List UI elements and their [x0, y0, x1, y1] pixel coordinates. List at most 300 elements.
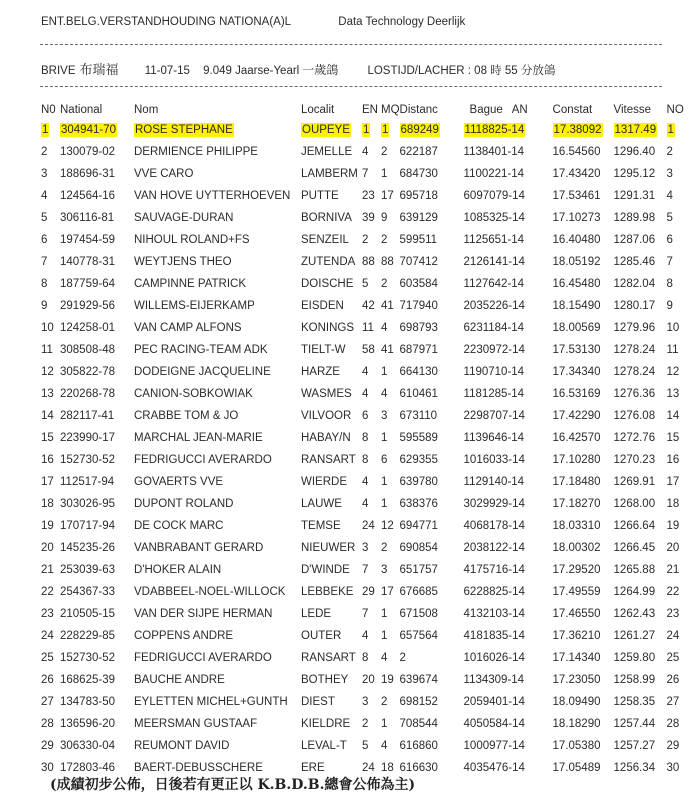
cell-localit-value: BORNIVA [301, 212, 352, 224]
cell-no [38, 493, 60, 515]
cell-localit [301, 185, 362, 207]
cell-bague-value: 4068178-14 [463, 520, 525, 532]
table-row [38, 229, 687, 251]
cell-national [60, 647, 134, 669]
header-row [38, 100, 687, 119]
cell-constat [553, 625, 614, 647]
cell-vitesse [614, 207, 667, 229]
cell-bague-value: 1016033-14 [463, 454, 525, 466]
cell-mq [381, 405, 400, 427]
cell-nom-value: SAUVAGE-DURAN [134, 212, 234, 224]
cell-national [60, 515, 134, 537]
cell-nom-value: WILLEMS-EIJERKAMP [134, 300, 255, 312]
cell-en [362, 273, 381, 295]
cell-vitesse-value: 1276.36 [613, 388, 656, 400]
cell-distanc [400, 119, 464, 141]
cell-bague [464, 691, 553, 713]
cell-nom-value: VVE CARO [134, 168, 194, 180]
cell-no-value: 14 [41, 410, 54, 422]
cell-en-value: 5 [362, 740, 369, 752]
cell-national [60, 361, 134, 383]
cell-nom-value: DERMIENCE PHILIPPE [134, 146, 258, 158]
cell-constat-value: 18.15490 [552, 300, 601, 312]
cell-mq [381, 339, 400, 361]
cell-no [38, 251, 60, 273]
cell-en [362, 185, 381, 207]
cell-localit [301, 669, 362, 691]
cell-no-right [667, 229, 687, 251]
cell-nom [134, 229, 301, 251]
cell-localit-value: SENZEIL [301, 234, 349, 246]
cell-en-value: 24 [362, 762, 375, 774]
cell-nom-value: BAERT-DEBUSSCHERE [134, 762, 263, 774]
cell-distanc-value: 698793 [399, 322, 438, 334]
cell-national-value: 304941-70 [61, 124, 116, 136]
cell-no-right-value: 13 [666, 388, 680, 400]
cell-localit [301, 537, 362, 559]
cell-mq-value: 2 [381, 696, 388, 708]
cell-no-right [667, 757, 687, 779]
cell-no-right-value: 9 [666, 300, 673, 312]
cell-nom [134, 141, 301, 163]
cell-no [38, 383, 60, 405]
cell-mq-value: 18 [381, 762, 394, 774]
cell-bague-value: 1016026-14 [463, 652, 525, 664]
cell-en-value: 20 [362, 674, 375, 686]
cell-constat-value: 18.18290 [552, 718, 601, 730]
cell-no-right [667, 427, 687, 449]
cell-en-value: 7 [362, 564, 369, 576]
cell-bague-value: 1100221-14 [463, 168, 525, 180]
cell-distanc-value: 610461 [399, 388, 438, 400]
cell-no-value: 19 [41, 520, 54, 532]
cell-bague [464, 361, 553, 383]
cell-bague [464, 163, 553, 185]
cell-bague [464, 141, 553, 163]
cell-constat-value: 17.14340 [552, 652, 601, 664]
cell-bague-value: 1181285-14 [463, 388, 525, 400]
cell-en [362, 119, 381, 141]
cell-distanc-value: 717940 [399, 300, 438, 312]
cell-no [38, 273, 60, 295]
cell-bague-value: 4050584-14 [463, 718, 525, 730]
cell-national-value: 228229-85 [60, 630, 115, 642]
cell-localit-value: DOISCHE [301, 278, 354, 290]
cell-constat-value: 18.00302 [552, 542, 601, 554]
cell-bague [464, 119, 553, 141]
cell-no-right [667, 295, 687, 317]
table-row [38, 405, 687, 427]
cell-en [362, 713, 381, 735]
cell-vitesse [614, 493, 667, 515]
cell-nom-value: REUMONT DAVID [134, 740, 230, 752]
cell-constat-value: 17.49559 [552, 586, 601, 598]
cell-national-value: 197454-59 [60, 234, 115, 246]
cell-mq [381, 185, 400, 207]
cell-no-right [667, 317, 687, 339]
cell-vitesse-value: 1268.00 [613, 498, 656, 510]
cell-distanc [400, 713, 464, 735]
cell-constat [553, 493, 614, 515]
cell-bague-value: 1127642-14 [463, 278, 525, 290]
cell-localit-value: OUTER [301, 630, 342, 642]
cell-mq [381, 581, 400, 603]
cell-localit [301, 141, 362, 163]
cell-mq-value: 1 [381, 630, 388, 642]
cell-distanc-value: 687971 [399, 344, 438, 356]
cell-distanc [400, 515, 464, 537]
cell-national [60, 185, 134, 207]
cell-constat-value: 17.29520 [552, 564, 601, 576]
cell-localit [301, 361, 362, 383]
cell-en [362, 669, 381, 691]
cell-bague [464, 185, 553, 207]
cell-no-right-value: 6 [666, 234, 673, 246]
cell-localit [301, 273, 362, 295]
race-category-cn: 一歲鴿 [302, 63, 339, 77]
cell-localit-value: HABAY/N [301, 432, 351, 444]
cell-no-right [667, 207, 687, 229]
cell-distanc-value: 622187 [399, 146, 438, 158]
cell-nom-value: MARCHAL JEAN-MARIE [134, 432, 263, 444]
cell-bague [464, 251, 553, 273]
cell-localit-value: DIEST [301, 696, 335, 708]
cell-constat [553, 471, 614, 493]
cell-en [362, 229, 381, 251]
cell-no-right-value: 24 [666, 630, 680, 642]
cell-no [38, 537, 60, 559]
cell-nom-value: FEDRIGUCCI AVERARDO [134, 652, 272, 664]
cell-vitesse-value: 1258.99 [613, 674, 656, 686]
cell-mq-value: 4 [381, 322, 388, 334]
software-name: Data Technology Deerlijk [338, 16, 466, 28]
cell-constat-value: 17.10280 [552, 454, 601, 466]
cell-nom-value: CANION-SOBKOWIAK [134, 388, 253, 400]
cell-no-value: 26 [41, 674, 54, 686]
race-count-category: 9.049 Jaarse-Yearl [203, 65, 300, 77]
cell-vitesse-value: 1279.96 [613, 322, 656, 334]
cell-no-right-value: 5 [666, 212, 673, 224]
cell-en [362, 361, 381, 383]
cell-nom-value: DUPONT ROLAND [134, 498, 234, 510]
cell-localit [301, 471, 362, 493]
cell-national [60, 471, 134, 493]
cell-vitesse [614, 119, 667, 141]
cell-nom-value: DODEIGNE JACQUELINE [134, 366, 271, 378]
cell-mq [381, 515, 400, 537]
table-row [38, 339, 687, 361]
cell-distanc [400, 339, 464, 361]
cell-no-value: 23 [41, 608, 54, 620]
cell-no-right [667, 603, 687, 625]
table-row [38, 735, 687, 757]
cell-constat-value: 16.40480 [552, 234, 601, 246]
cell-localit-value: D'WINDE [301, 564, 350, 576]
cell-bague-value: 1000977-14 [463, 740, 525, 752]
race-name: BRIVE [41, 65, 76, 77]
cell-distanc [400, 471, 464, 493]
cell-no [38, 405, 60, 427]
cell-distanc-value: 616630 [399, 762, 438, 774]
cell-no-value: 6 [41, 234, 48, 246]
cell-nom [134, 185, 301, 207]
cell-nom [134, 383, 301, 405]
cell-no-value: 9 [41, 300, 48, 312]
cell-constat [553, 361, 614, 383]
cell-en [362, 625, 381, 647]
cell-mq [381, 163, 400, 185]
cell-bague [464, 405, 553, 427]
cell-constat-value: 16.54560 [552, 146, 601, 158]
cell-nom [134, 691, 301, 713]
cell-nom-value: EYLETTEN MICHEL+GUNTH [134, 696, 288, 708]
cell-nom [134, 295, 301, 317]
cell-vitesse [614, 515, 667, 537]
cell-national-value: 140778-31 [60, 256, 115, 268]
cell-distanc [400, 295, 464, 317]
cell-mq-value: 41 [381, 300, 394, 312]
cell-localit [301, 581, 362, 603]
table-row [38, 691, 687, 713]
cell-no-value: 12 [41, 366, 54, 378]
cell-nom-value: ROSE STEPHANE [135, 124, 233, 136]
cell-vitesse [614, 141, 667, 163]
cell-no-right-value: 26 [666, 674, 680, 686]
cell-mq-value: 1 [382, 124, 389, 136]
cell-constat [553, 405, 614, 427]
cell-bague-value: 2038122-14 [463, 542, 525, 554]
cell-en-value: 29 [362, 586, 375, 598]
cell-no [38, 603, 60, 625]
cell-constat-value: 18.05192 [552, 256, 601, 268]
table-row [38, 625, 687, 647]
cell-en-value: 5 [362, 278, 369, 290]
cell-constat [553, 735, 614, 757]
cell-national-value: 291929-56 [60, 300, 115, 312]
cell-en-value: 8 [362, 454, 369, 466]
cell-national [60, 273, 134, 295]
cell-localit [301, 515, 362, 537]
cell-nom-value: DE COCK MARC [134, 520, 224, 532]
cell-constat [553, 119, 614, 141]
cell-mq-value: 4 [381, 652, 388, 664]
cell-localit [301, 163, 362, 185]
cell-no-right [667, 339, 687, 361]
cell-no [38, 449, 60, 471]
cell-localit [301, 493, 362, 515]
cell-mq [381, 691, 400, 713]
cell-no-right [667, 383, 687, 405]
cell-vitesse [614, 185, 667, 207]
cell-mq [381, 427, 400, 449]
cell-localit-value: TIELT-W [301, 344, 346, 356]
cell-no [38, 735, 60, 757]
cell-mq-value: 3 [381, 564, 388, 576]
cell-bague [464, 339, 553, 361]
cell-no [38, 647, 60, 669]
cell-no-right-value: 7 [666, 256, 673, 268]
cell-bague [464, 515, 553, 537]
cell-national [60, 625, 134, 647]
cell-bague [464, 559, 553, 581]
cell-nom [134, 317, 301, 339]
cell-constat [553, 757, 614, 779]
cell-en-value: 3 [362, 542, 369, 554]
cell-bague-value: 4181835-14 [463, 630, 525, 642]
cell-localit [301, 207, 362, 229]
cell-no-right [667, 625, 687, 647]
cell-nom [134, 581, 301, 603]
cell-bague [464, 493, 553, 515]
cell-mq-value: 17 [381, 586, 394, 598]
cell-mq-value: 1 [381, 718, 388, 730]
cell-localit-value: OUPEYE [302, 124, 350, 136]
cell-national [60, 119, 134, 141]
cell-en-value: 4 [362, 146, 369, 158]
cell-localit-value: LAUWE [301, 498, 342, 510]
cell-national-value: 170717-94 [60, 520, 115, 532]
cell-localit-value: KIELDRE [301, 718, 351, 730]
cell-vitesse-value: 1272.76 [613, 432, 656, 444]
cell-bague-value: 1134309-14 [463, 674, 525, 686]
cell-no-right [667, 471, 687, 493]
cell-vitesse-value: 1291.31 [613, 190, 656, 202]
cell-localit [301, 405, 362, 427]
cell-bague-value: 6097079-14 [463, 190, 525, 202]
cell-en [362, 339, 381, 361]
cell-constat-value: 16.45480 [552, 278, 601, 290]
cell-bague [464, 669, 553, 691]
cell-en [362, 207, 381, 229]
cell-constat-value: 17.42290 [552, 410, 601, 422]
cell-vitesse-value: 1266.64 [613, 520, 656, 532]
cell-no-right-value: 8 [666, 278, 673, 290]
footer-note: (成績初步公佈，日後若有更正以 K.B.D.B.總會公佈為主) [50, 777, 416, 793]
cell-mq-value: 1 [381, 498, 388, 510]
col-no: N0 [41, 103, 56, 116]
cell-vitesse [614, 713, 667, 735]
cell-localit-value: LEVAL-T [301, 740, 347, 752]
cell-constat [553, 647, 614, 669]
race-date: 11-07-15 [144, 65, 190, 77]
cell-nom-value: GOVAERTS VVE [134, 476, 224, 488]
cell-vitesse-value: 1287.06 [613, 234, 656, 246]
cell-no-right [667, 273, 687, 295]
table-row [38, 581, 687, 603]
cell-distanc [400, 427, 464, 449]
cell-nom [134, 625, 301, 647]
cell-localit-value: VILVOOR [301, 410, 352, 422]
cell-localit-value: LEDE [301, 608, 332, 620]
cell-bague [464, 207, 553, 229]
cell-national-value: 223990-17 [60, 432, 115, 444]
cell-mq [381, 449, 400, 471]
cell-en [362, 691, 381, 713]
cell-localit-value: BOTHEY [301, 674, 349, 686]
cell-national [60, 163, 134, 185]
cell-national-value: 253039-63 [60, 564, 115, 576]
cell-en [362, 449, 381, 471]
cell-mq-value: 1 [381, 366, 388, 378]
cell-national [60, 383, 134, 405]
cell-en [362, 603, 381, 625]
cell-national [60, 449, 134, 471]
cell-localit-value: LEBBEKE [301, 586, 354, 598]
cell-bague-value: 1138401-14 [463, 146, 525, 158]
document-header [41, 16, 465, 28]
cell-vitesse [614, 757, 667, 779]
cell-no-right-value: 11 [666, 344, 679, 356]
cell-no-right [667, 559, 687, 581]
cell-mq [381, 603, 400, 625]
cell-mq [381, 141, 400, 163]
cell-no [38, 581, 60, 603]
cell-en-value: 88 [362, 256, 375, 268]
cell-localit [301, 559, 362, 581]
cell-no-value: 5 [41, 212, 48, 224]
cell-no-right-value: 14 [666, 410, 680, 422]
cell-vitesse-value: 1261.27 [613, 630, 656, 642]
cell-no-right [667, 141, 687, 163]
cell-national [60, 251, 134, 273]
cell-nom-value: NIHOUL ROLAND+FS [134, 234, 250, 246]
col-vitesse: Vitesse [613, 103, 652, 116]
cell-nom-value: MEERSMAN GUSTAAF [134, 718, 258, 730]
cell-constat-value: 17.38092 [553, 124, 602, 136]
cell-mq [381, 383, 400, 405]
cell-constat-value: 17.18480 [552, 476, 601, 488]
cell-national [60, 559, 134, 581]
cell-distanc-value: 603584 [399, 278, 438, 290]
cell-vitesse-value: 1278.24 [613, 344, 656, 356]
table-row [38, 471, 687, 493]
cell-bague [464, 735, 553, 757]
cell-en-value: 42 [362, 300, 375, 312]
cell-mq-value: 2 [381, 278, 388, 290]
cell-nom-value: FEDRIGUCCI AVERARDO [134, 454, 272, 466]
cell-localit [301, 449, 362, 471]
cell-nom-value: VANBRABANT GERARD [134, 542, 264, 554]
cell-vitesse [614, 735, 667, 757]
cell-no-right [667, 537, 687, 559]
cell-constat [553, 713, 614, 735]
cell-nom [134, 273, 301, 295]
cell-constat [553, 339, 614, 361]
cell-vitesse [614, 471, 667, 493]
cell-en-value: 4 [362, 476, 369, 488]
cell-en-value: 3 [362, 696, 369, 708]
cell-no-right-value: 21 [666, 564, 680, 576]
cell-no-right-value: 2 [666, 146, 673, 158]
cell-en-value: 24 [362, 520, 375, 532]
cell-localit [301, 691, 362, 713]
cell-no-value: 8 [41, 278, 48, 290]
cell-no-value: 4 [41, 190, 48, 202]
cell-no-right-value: 1 [667, 124, 674, 136]
cell-en [362, 163, 381, 185]
cell-localit-value: KONINGS [301, 322, 355, 334]
cell-constat [553, 383, 614, 405]
col-national: National [60, 103, 103, 116]
table-row [38, 427, 687, 449]
cell-no-right-value: 17 [666, 476, 680, 488]
cell-constat-value: 18.09490 [552, 696, 601, 708]
cell-constat [553, 207, 614, 229]
cell-constat-value: 17.18270 [552, 498, 601, 510]
cell-no-value: 20 [41, 542, 54, 554]
cell-national-value: 130079-02 [60, 146, 115, 158]
cell-distanc-value: 629355 [399, 454, 438, 466]
